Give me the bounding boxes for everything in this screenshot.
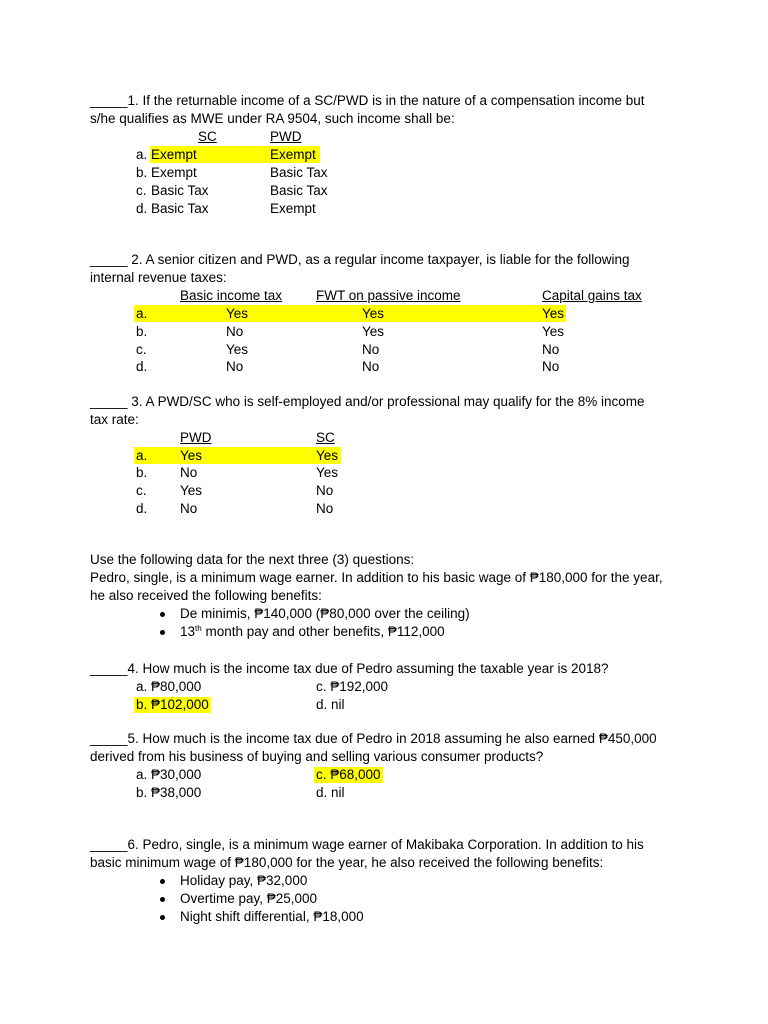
q1-col-pwd-header: PWD <box>270 129 302 144</box>
bullet-icon <box>160 897 165 902</box>
q2-option-b-c3: Yes <box>542 324 565 339</box>
q1-option-b-sc: Exempt <box>151 165 197 180</box>
q4-option-b-answer: b. ₱102,000 <box>136 697 209 712</box>
q2-option-d-letter: d. <box>136 359 148 374</box>
q3-option-d-letter: d. <box>136 501 148 516</box>
q2-option-c-c3: No <box>542 342 560 357</box>
bullet-icon <box>160 915 165 920</box>
q1-prompt-line1: _____1. If the returnable income of a SC/PWD is in the nature of a compensation income but <box>90 93 645 108</box>
bullet-icon <box>160 879 165 884</box>
q6-bullet-1: Holiday pay, ₱32,000 <box>180 873 308 888</box>
q1-option-c-pwd: Basic Tax <box>270 183 328 198</box>
q2-option-d-c2: No <box>362 359 380 374</box>
q2-option-b-letter: b. <box>136 324 148 339</box>
q2-option-a-c3: Yes <box>542 306 565 321</box>
q2-option-c-letter: c. <box>136 342 147 357</box>
q2-option-a-letter: a. <box>136 306 148 321</box>
q6-bullet-3: Night shift differential, ₱18,000 <box>180 909 364 924</box>
q5-option-d: d. nil <box>316 785 345 800</box>
q2-option-a-c1: Yes <box>226 306 249 321</box>
q2-option-d-c1: No <box>226 359 244 374</box>
data-intro: Use the following data for the next three (3) questions: <box>90 552 415 567</box>
q1-option-a-pwd: Exempt <box>270 147 316 162</box>
q2-answer-highlight <box>134 305 566 322</box>
q3-col-sc: SC <box>316 430 335 445</box>
q3-answer-highlight <box>134 447 341 464</box>
q4-option-c: c. ₱192,000 <box>316 679 389 694</box>
q2-option-b-c2: Yes <box>362 324 385 339</box>
q1-option-b-letter: b. <box>136 165 148 180</box>
q3-option-d-c2: No <box>316 501 334 516</box>
q1-prompt-line2: s/he qualifies as MWE under RA 9504, such income shall be: <box>90 111 455 126</box>
q6-bullet-2: Overtime pay, ₱25,000 <box>180 891 318 906</box>
q4-prompt: _____4. How much is the income tax due of Pedro assuming the taxable year is 2018? <box>90 661 609 676</box>
q2-prompt-line2: internal revenue taxes: <box>90 270 227 285</box>
q3-option-c-c2: No <box>316 483 334 498</box>
data-text-line1: Pedro, single, is a minimum wage earner. In addition to his basic wage of ₱180,000 for the year, <box>90 570 663 585</box>
bullet-icon <box>160 630 165 635</box>
q1-option-a-sc: Exempt <box>151 147 197 162</box>
q5-option-a: a. ₱30,000 <box>136 767 202 782</box>
data-text-line2: he also received the following benefits: <box>90 588 322 603</box>
bullet2-superscript: th <box>195 624 202 633</box>
q2-col-capital-gains-tax: Capital gains tax <box>542 288 642 303</box>
q3-option-a-c1: Yes <box>180 448 203 463</box>
q5-option-b: b. ₱38,000 <box>136 785 202 800</box>
q3-prompt-line1: _____ 3. A PWD/SC who is self-employed and/or professional may qualify for the 8% income <box>90 394 645 409</box>
q3-col-pwd: PWD <box>180 430 212 445</box>
q3-prompt-line2: tax rate: <box>90 412 139 427</box>
q2-option-b-c1: No <box>226 324 244 339</box>
q2-col-fwt-passive-income: FWT on passive income <box>316 288 461 303</box>
q2-option-a-c2: Yes <box>362 306 385 321</box>
q3-option-c-c1: Yes <box>180 483 203 498</box>
q3-option-d-c1: No <box>180 501 198 516</box>
data-bullet-1: De minimis, ₱140,000 (₱80,000 over the ceiling) <box>180 606 470 621</box>
q2-prompt-line1: _____ 2. A senior citizen and PWD, as a regular income taxpayer, is liable for the following <box>90 252 630 267</box>
q1-option-d-letter: d. <box>136 201 148 216</box>
q6-prompt-line2: basic minimum wage of ₱180,000 for the year, he also received the following benefits: <box>90 855 604 870</box>
q2-option-d-c3: No <box>542 359 560 374</box>
q1-option-b-pwd: Basic Tax <box>270 165 328 180</box>
bullet-icon <box>160 612 165 617</box>
q1-option-c-sc: Basic Tax <box>151 183 209 198</box>
q5-prompt-line2: derived from his business of buying and selling various consumer products? <box>90 749 544 764</box>
q4-option-a: a. ₱80,000 <box>136 679 202 694</box>
q1-option-a-letter: a. <box>136 147 148 162</box>
bullet2-number: 13 <box>180 624 196 639</box>
q3-option-c-letter: c. <box>136 483 147 498</box>
q1-option-c-letter: c. <box>136 183 147 198</box>
q3-option-a-c2: Yes <box>316 448 339 463</box>
bullet2-rest: month pay and other benefits, ₱112,000 <box>201 624 445 639</box>
q2-option-c-c2: No <box>362 342 380 357</box>
q3-option-a-letter: a. <box>136 448 148 463</box>
q5-option-c-answer: c. ₱68,000 <box>316 767 381 782</box>
data-bullet-2 <box>180 624 445 640</box>
q2-option-c-c1: Yes <box>226 342 249 357</box>
q1-col-sc-header: SC <box>198 129 217 144</box>
q4-option-d: d. nil <box>316 697 345 712</box>
q3-option-b-c2: Yes <box>316 465 339 480</box>
q1-option-d-pwd: Exempt <box>270 201 316 216</box>
q6-prompt-line1: _____6. Pedro, single, is a minimum wage earner of Makibaka Corporation. In addition to his <box>90 837 644 852</box>
q2-col-basic-income-tax: Basic income tax <box>180 288 283 303</box>
q5-prompt-line1: _____5. How much is the income tax due of Pedro in 2018 assuming he also earned ₱450,000 <box>90 731 657 746</box>
q3-option-b-letter: b. <box>136 465 148 480</box>
q1-option-d-sc: Basic Tax <box>151 201 209 216</box>
q3-option-b-c1: No <box>180 465 198 480</box>
